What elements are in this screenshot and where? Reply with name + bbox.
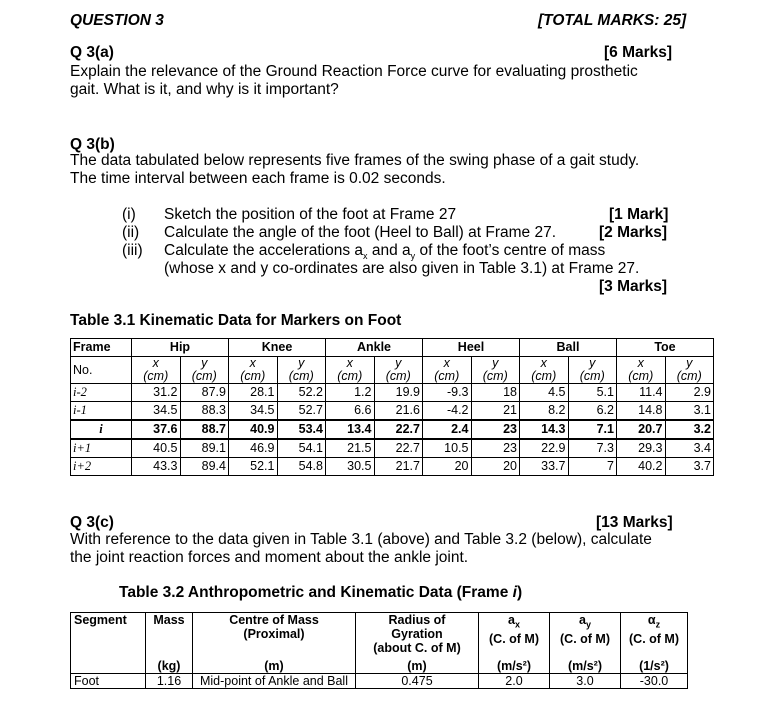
axis-header-cell: x (cm): [229, 357, 278, 384]
table-row: [71, 402, 714, 421]
table-cell: 22.7: [374, 439, 423, 458]
q3a-text-line2: gait. What is it, and why is it important?: [70, 81, 339, 98]
q3a-label: Q 3(a): [70, 44, 114, 61]
table-cell: 23: [471, 439, 520, 458]
segment-header-heel: Heel: [423, 339, 520, 357]
table-cell: 43.3: [132, 458, 181, 476]
table-cell: 7: [568, 458, 617, 476]
table-cell: 21.5: [326, 439, 375, 458]
table-cell: 20.7: [617, 420, 666, 439]
table-cell: 89.1: [180, 439, 229, 458]
table2-title: Table 3.2 Anthropometric and Kinematic Data (Frame i): [119, 584, 523, 601]
q3b-item3-marks: [3 Marks]: [599, 278, 668, 295]
q3a-marks: [6 Marks]: [604, 44, 673, 61]
q3b-item1-marks: [1 Mark]: [609, 206, 669, 223]
table-cell: 54.1: [277, 439, 326, 458]
table-cell: 54.8: [277, 458, 326, 476]
segment-header-hip: Hip: [132, 339, 229, 357]
table-cell: 3.2: [665, 420, 714, 439]
axis-header-cell: x (cm): [520, 357, 569, 384]
table-cell: 21.7: [374, 458, 423, 476]
table-cell: 4.5: [520, 384, 569, 402]
table-cell: 6.6: [326, 402, 375, 421]
q3a-text-line1: Explain the relevance of the Ground Reaction Force curve for evaluating prosthetic: [70, 63, 638, 80]
table-cell: 18: [471, 384, 520, 402]
q3b-text-line2: The time interval between each frame is 0.02 seconds.: [70, 170, 446, 187]
frame-label: i-2: [71, 384, 132, 402]
table-cell: 52.7: [277, 402, 326, 421]
table-cell: 40.2: [617, 458, 666, 476]
table-cell: 14.8: [617, 402, 666, 421]
table-cell: 11.4: [617, 384, 666, 402]
table-cell: 21: [471, 402, 520, 421]
frame-label: i-1: [71, 402, 132, 421]
q3b-label: Q 3(b): [70, 136, 115, 153]
table1-axis-row: [71, 357, 714, 384]
table-cell: 88.7: [180, 420, 229, 439]
table-cell: 1.2: [326, 384, 375, 402]
az-value: -30.0: [621, 674, 688, 689]
q3c-marks: [13 Marks]: [596, 514, 673, 531]
ay-value: 3.0: [550, 674, 621, 689]
ax-unit: (m/s²): [479, 659, 550, 674]
axis-header-cell: y (cm): [374, 357, 423, 384]
table-cell: 14.3: [520, 420, 569, 439]
table1-header-row: [71, 339, 714, 357]
table2-data-row: [71, 674, 688, 689]
q3b-item1-num: (i): [122, 206, 136, 223]
axis-header-cell: x (cm): [423, 357, 472, 384]
table-cell: 7.3: [568, 439, 617, 458]
segment-header-toe: Toe: [617, 339, 714, 357]
q3b-text-line1: The data tabulated below represents five frames of the swing phase of a gait study.: [70, 152, 640, 169]
com-unit: (m): [193, 659, 356, 674]
q3c-text-line2: the joint reaction forces and moment about the ankle joint.: [70, 549, 469, 566]
anthropometric-data-table: [70, 612, 688, 689]
table-cell: 21.6: [374, 402, 423, 421]
table2-header-row: [71, 613, 688, 660]
axis-header-cell: x (cm): [326, 357, 375, 384]
frame-label: i+1: [71, 439, 132, 458]
table-cell: 10.5: [423, 439, 472, 458]
table-row: [71, 384, 714, 402]
q3b-item2-marks: [2 Marks]: [599, 224, 668, 241]
axis-header-cell: y (cm): [471, 357, 520, 384]
q3b-item1-text: Sketch the position of the foot at Frame 27: [164, 206, 457, 223]
q3c-label: Q 3(c): [70, 514, 114, 531]
table-cell: 40.9: [229, 420, 278, 439]
table-cell: 46.9: [229, 439, 278, 458]
rog-col-header: Radius of Gyration (about C. of M): [356, 613, 479, 660]
ay-col-header: $a_y$ (C. of M): [550, 613, 621, 660]
table-cell: 52.2: [277, 384, 326, 402]
q3b-item2-num: (ii): [122, 224, 140, 241]
no-label: No.: [71, 357, 132, 384]
axis-header-cell: y (cm): [277, 357, 326, 384]
ax-value: 2.0: [479, 674, 550, 689]
mass-col-header: Mass: [146, 613, 193, 660]
table-cell: 28.1: [229, 384, 278, 402]
table-cell: 22.7: [374, 420, 423, 439]
table-cell: 23: [471, 420, 520, 439]
ay-unit: (m/s²): [550, 659, 621, 674]
segment-col-header: Segment: [71, 613, 146, 660]
axis-header-cell: y (cm): [568, 357, 617, 384]
table-cell: 3.4: [665, 439, 714, 458]
total-marks: [TOTAL MARKS: 25]: [538, 12, 687, 29]
q3b-item3-num: (iii): [122, 242, 143, 259]
table-cell: -4.2: [423, 402, 472, 421]
table-cell: 2.4: [423, 420, 472, 439]
table-cell: 29.3: [617, 439, 666, 458]
table-cell: 7.1: [568, 420, 617, 439]
table-cell: 40.5: [132, 439, 181, 458]
com-value: Mid-point of Ankle and Ball: [193, 674, 356, 689]
rog-unit: (m): [356, 659, 479, 674]
table-cell: 8.2: [520, 402, 569, 421]
table-cell: 3.1: [665, 402, 714, 421]
table-cell: 52.1: [229, 458, 278, 476]
frame-label: i: [71, 420, 132, 439]
table-cell: -9.3: [423, 384, 472, 402]
com-col-header: Centre of Mass (Proximal): [193, 613, 356, 660]
q3b-item3-text: Calculate the accelerations $a_x$ and $a_y$ of the foot’s centre of mass: [164, 242, 606, 262]
table1-title: Table 3.1 Kinematic Data for Markers on Foot: [70, 312, 402, 329]
table-row: [71, 420, 714, 439]
ax-col-header: $a_x$ (C. of M): [479, 613, 550, 660]
table-cell: 6.2: [568, 402, 617, 421]
table-cell: 19.9: [374, 384, 423, 402]
table-cell: 22.9: [520, 439, 569, 458]
segment-header-ball: Ball: [520, 339, 617, 357]
table-cell: 34.5: [132, 402, 181, 421]
segment-header-ankle: Ankle: [326, 339, 423, 357]
table-cell: 3.7: [665, 458, 714, 476]
table-row: [71, 439, 714, 458]
table-cell: 33.7: [520, 458, 569, 476]
question-title: QUESTION 3: [70, 12, 164, 29]
axis-header-cell: y (cm): [665, 357, 714, 384]
table-cell: 30.5: [326, 458, 375, 476]
table-cell: 53.4: [277, 420, 326, 439]
table-row: [71, 458, 714, 476]
rog-value: 0.475: [356, 674, 479, 689]
frame-label: i+2: [71, 458, 132, 476]
table-cell: 2.9: [665, 384, 714, 402]
table2-units-row: [71, 659, 688, 674]
axis-header-cell: x (cm): [617, 357, 666, 384]
axis-header-cell: y (cm): [180, 357, 229, 384]
table-cell: 37.6: [132, 420, 181, 439]
table-cell: 31.2: [132, 384, 181, 402]
table-cell: 20: [423, 458, 472, 476]
table-cell: 13.4: [326, 420, 375, 439]
table-cell: 5.1: [568, 384, 617, 402]
mass-value: 1.16: [146, 674, 193, 689]
q3b-item3-text2: (whose x and y co-ordinates are also given in Table 3.1) at Frame 27.: [164, 260, 640, 277]
table-cell: 89.4: [180, 458, 229, 476]
table-cell: 88.3: [180, 402, 229, 421]
segment-value: Foot: [71, 674, 146, 689]
segment-header-knee: Knee: [229, 339, 326, 357]
frame-header: Frame: [71, 339, 132, 357]
az-col-header: $\alpha_z$ (C. of M): [621, 613, 688, 660]
table-cell: 20: [471, 458, 520, 476]
table-cell: 87.9: [180, 384, 229, 402]
q3c-text-line1: With reference to the data given in Table 3.1 (above) and Table 3.2 (below), calculate: [70, 531, 652, 548]
kinematic-data-table: [70, 338, 714, 476]
q3b-item2-text: Calculate the angle of the foot (Heel to Ball) at Frame 27.: [164, 224, 557, 241]
axis-header-cell: x (cm): [132, 357, 181, 384]
az-unit: (1/s²): [621, 659, 688, 674]
mass-unit: (kg): [146, 659, 193, 674]
table-cell: 34.5: [229, 402, 278, 421]
segment-unit: [71, 659, 146, 674]
